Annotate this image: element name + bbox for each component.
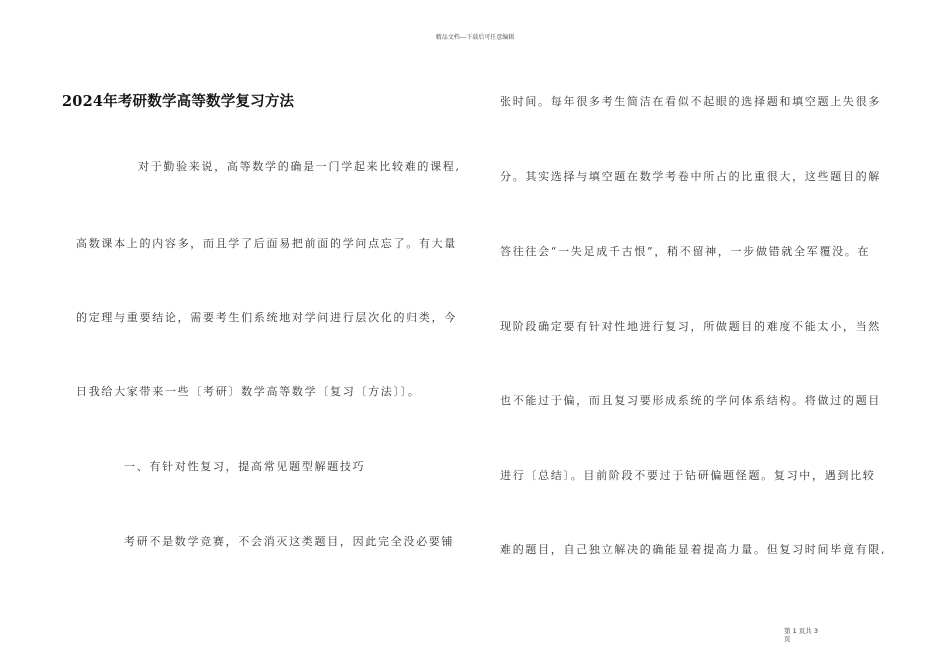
right-para-line-6: 进行〔总结〕。目前阶段不要过于钻研偏题怪题。复习中，遇到比较 bbox=[500, 469, 876, 482]
header-note: 精品文档---下载后可任意编辑 bbox=[435, 34, 515, 41]
right-para-line-2: 分。其实选择与填空题在数学考卷中所占的比重很大，这些题目的解 bbox=[500, 170, 881, 183]
right-para-line-1: 张时间。每年很多考生简洁在看似不起眼的选择题和填空题上失很多 bbox=[500, 95, 881, 108]
left-para-line-2: 高数课本上的内容多，而且学了后面易把前面的学问点忘了。有大量 bbox=[76, 237, 457, 250]
page-number-label: 第 1 页共 3 bbox=[784, 627, 818, 635]
right-para-line-5: 也不能过于偏，而且复习要形成系统的学问体系结构。将做过的题目 bbox=[500, 394, 881, 407]
left-para-line-4: 日我给大家带来一些〔考研〕数学高等数学〔复习〔方法〕〕。 bbox=[76, 385, 421, 398]
left-para-line-6: 考研不是数学竞赛，不会消灭这类题目，因此完全没必要铺 bbox=[124, 535, 455, 548]
left-para-line-3: 的定理与重要结论，需要考生们系统地对学问进行层次化的归类，今 bbox=[76, 311, 457, 324]
section-heading: 一、有针对性复习，提高常见题型解题技巧 bbox=[124, 460, 366, 473]
right-para-line-3: 答往往会“一失足成千古恨”，稍不留神，一步做错就全军覆没。在 bbox=[500, 245, 871, 258]
page-number bbox=[784, 627, 824, 643]
left-para-line-1: 对于勤验来说，高等数学的确是一门学起来比较难的课程, bbox=[138, 160, 461, 173]
right-para-line-7: 难的题目，自己独立解决的确能显着提高力量。但复习时间毕竟有限, bbox=[500, 543, 887, 556]
document-title: 2024年考研数学高等数学复习方法 bbox=[62, 93, 295, 110]
right-para-line-4: 现阶段确定要有针对性地进行复习，所做题目的难度不能太小，当然 bbox=[500, 320, 881, 333]
page-number-suffix: 页 bbox=[784, 635, 791, 643]
